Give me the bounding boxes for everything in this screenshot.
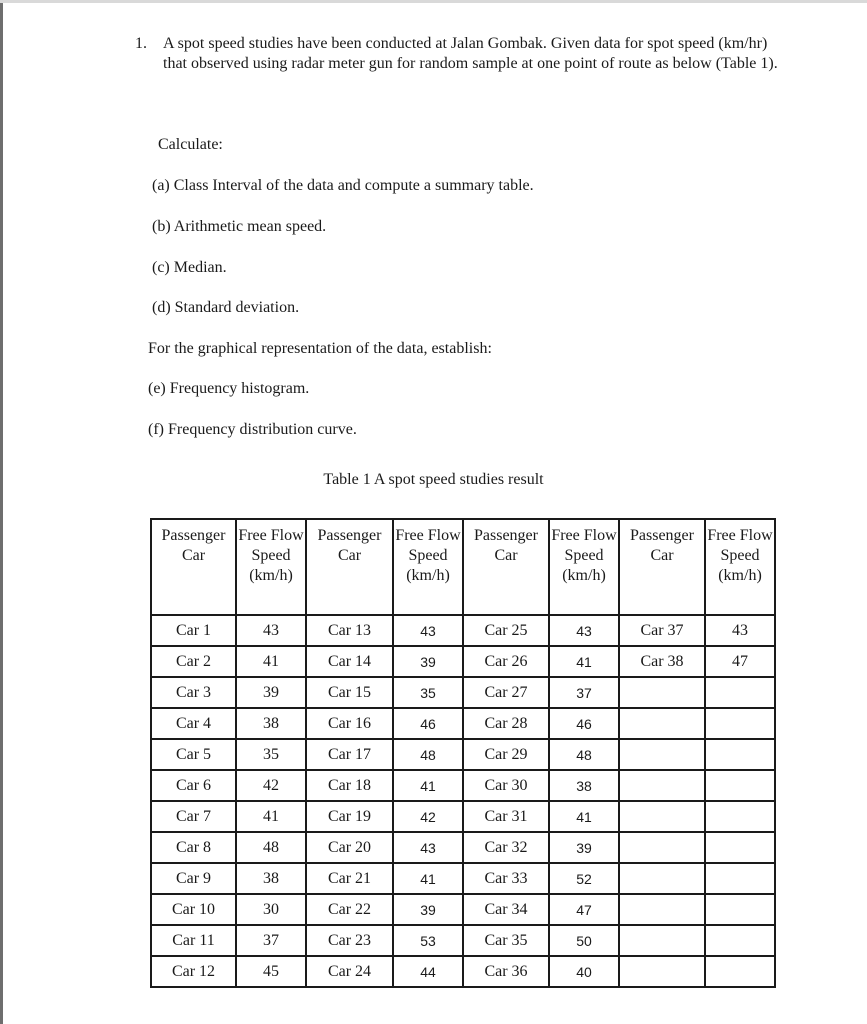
table-row [151, 739, 775, 770]
task-e: (e) Frequency histogram. [148, 380, 310, 397]
header-passenger-car: Passenger Car [463, 519, 549, 615]
passenger-car-cell: Car 13 [306, 615, 393, 646]
free-flow-speed-cell [705, 863, 775, 894]
free-flow-speed-cell: 46 [549, 708, 619, 739]
free-flow-speed-cell [705, 956, 775, 987]
passenger-car-cell: Car 24 [306, 956, 393, 987]
free-flow-speed-cell: 40 [549, 956, 619, 987]
passenger-car-cell [619, 832, 705, 863]
task-c: (c) Median. [152, 259, 227, 276]
header-free-flow-speed: Free Flow Speed (km/h) [705, 519, 775, 615]
passenger-car-cell: Car 7 [151, 801, 236, 832]
task-a: (a) Class Interval of the data and compute a summary table. [152, 177, 534, 194]
free-flow-speed-cell: 42 [236, 770, 306, 801]
passenger-car-cell: Car 6 [151, 770, 236, 801]
page-left-edge [0, 0, 3, 1024]
free-flow-speed-cell [705, 894, 775, 925]
passenger-car-cell: Car 25 [463, 615, 549, 646]
passenger-car-cell: Car 32 [463, 832, 549, 863]
table-caption: Table 1 A spot speed studies result [323, 471, 544, 488]
free-flow-speed-cell: 47 [549, 894, 619, 925]
passenger-car-cell: Car 37 [619, 615, 705, 646]
free-flow-speed-cell: 43 [393, 615, 463, 646]
passenger-car-cell: Car 11 [151, 925, 236, 956]
passenger-car-cell: Car 16 [306, 708, 393, 739]
passenger-car-cell: Car 31 [463, 801, 549, 832]
question-number: 1. [135, 35, 147, 52]
free-flow-speed-cell [705, 708, 775, 739]
header-free-flow-speed: Free Flow Speed (km/h) [549, 519, 619, 615]
passenger-car-cell: Car 34 [463, 894, 549, 925]
passenger-car-cell: Car 9 [151, 863, 236, 894]
free-flow-speed-cell: 47 [705, 646, 775, 677]
free-flow-speed-cell: 37 [549, 677, 619, 708]
passenger-car-cell: Car 36 [463, 956, 549, 987]
task-b: (b) Arithmetic mean speed. [152, 218, 327, 235]
table-header-row [151, 519, 775, 615]
free-flow-speed-cell: 44 [393, 956, 463, 987]
free-flow-speed-cell: 52 [549, 863, 619, 894]
header-passenger-car: Passenger Car [151, 519, 236, 615]
header-free-flow-speed: Free Flow Speed (km/h) [236, 519, 306, 615]
table-row [151, 677, 775, 708]
passenger-car-cell [619, 956, 705, 987]
passenger-car-cell [619, 801, 705, 832]
free-flow-speed-cell: 37 [236, 925, 306, 956]
passenger-car-cell [619, 770, 705, 801]
table-row [151, 708, 775, 739]
free-flow-speed-cell: 39 [393, 646, 463, 677]
passenger-car-cell: Car 26 [463, 646, 549, 677]
free-flow-speed-cell: 42 [393, 801, 463, 832]
passenger-car-cell: Car 23 [306, 925, 393, 956]
passenger-car-cell: Car 20 [306, 832, 393, 863]
free-flow-speed-cell: 43 [393, 832, 463, 863]
passenger-car-cell: Car 19 [306, 801, 393, 832]
calculate-label: Calculate: [158, 136, 223, 153]
free-flow-speed-cell: 41 [549, 646, 619, 677]
passenger-car-cell: Car 10 [151, 894, 236, 925]
passenger-car-cell: Car 22 [306, 894, 393, 925]
free-flow-speed-cell: 50 [549, 925, 619, 956]
free-flow-speed-cell: 39 [393, 894, 463, 925]
free-flow-speed-cell: 43 [705, 615, 775, 646]
free-flow-speed-cell: 48 [236, 832, 306, 863]
free-flow-speed-cell: 41 [549, 801, 619, 832]
passenger-car-cell [619, 894, 705, 925]
header-passenger-car: Passenger Car [306, 519, 393, 615]
free-flow-speed-cell [705, 801, 775, 832]
table-row [151, 801, 775, 832]
passenger-car-cell [619, 708, 705, 739]
passenger-car-cell: Car 18 [306, 770, 393, 801]
free-flow-speed-cell: 38 [236, 708, 306, 739]
passenger-car-cell: Car 29 [463, 739, 549, 770]
passenger-car-cell: Car 28 [463, 708, 549, 739]
spot-speed-table [150, 518, 776, 988]
table-row [151, 863, 775, 894]
passenger-car-cell: Car 14 [306, 646, 393, 677]
free-flow-speed-cell: 38 [236, 863, 306, 894]
passenger-car-cell: Car 3 [151, 677, 236, 708]
free-flow-speed-cell: 41 [393, 863, 463, 894]
table-row [151, 615, 775, 646]
free-flow-speed-cell: 46 [393, 708, 463, 739]
passenger-car-cell: Car 8 [151, 832, 236, 863]
passenger-car-cell [619, 739, 705, 770]
passenger-car-cell: Car 17 [306, 739, 393, 770]
free-flow-speed-cell: 45 [236, 956, 306, 987]
passenger-car-cell: Car 33 [463, 863, 549, 894]
task-d: (d) Standard deviation. [152, 299, 300, 316]
passenger-car-cell: Car 4 [151, 708, 236, 739]
free-flow-speed-cell: 43 [236, 615, 306, 646]
header-passenger-car: Passenger Car [619, 519, 705, 615]
free-flow-speed-cell: 53 [393, 925, 463, 956]
free-flow-speed-cell: 48 [393, 739, 463, 770]
free-flow-speed-cell: 41 [236, 646, 306, 677]
free-flow-speed-cell: 35 [393, 677, 463, 708]
passenger-car-cell [619, 925, 705, 956]
free-flow-speed-cell: 41 [393, 770, 463, 801]
passenger-car-cell [619, 863, 705, 894]
free-flow-speed-cell: 43 [549, 615, 619, 646]
table-body [151, 615, 775, 987]
table-row [151, 832, 775, 863]
passenger-car-cell: Car 30 [463, 770, 549, 801]
free-flow-speed-cell: 41 [236, 801, 306, 832]
table-row [151, 894, 775, 925]
passenger-car-cell: Car 5 [151, 739, 236, 770]
table-row [151, 956, 775, 987]
passenger-car-cell: Car 2 [151, 646, 236, 677]
passenger-car-cell: Car 12 [151, 956, 236, 987]
graph-intro: For the graphical representation of the data, establish: [148, 340, 492, 357]
free-flow-speed-cell [705, 925, 775, 956]
free-flow-speed-cell: 35 [236, 739, 306, 770]
free-flow-speed-cell: 39 [549, 832, 619, 863]
free-flow-speed-cell: 48 [549, 739, 619, 770]
table-row [151, 770, 775, 801]
free-flow-speed-cell: 38 [549, 770, 619, 801]
header-free-flow-speed: Free Flow Speed (km/h) [393, 519, 463, 615]
passenger-car-cell [619, 677, 705, 708]
passenger-car-cell: Car 21 [306, 863, 393, 894]
free-flow-speed-cell: 30 [236, 894, 306, 925]
free-flow-speed-cell [705, 677, 775, 708]
table-row [151, 925, 775, 956]
free-flow-speed-cell [705, 832, 775, 863]
task-f: (f) Frequency distribution curve. [148, 421, 357, 438]
free-flow-speed-cell [705, 739, 775, 770]
passenger-car-cell: Car 1 [151, 615, 236, 646]
passenger-car-cell: Car 27 [463, 677, 549, 708]
table-row [151, 646, 775, 677]
passenger-car-cell: Car 15 [306, 677, 393, 708]
passenger-car-cell: Car 38 [619, 646, 705, 677]
passenger-car-cell: Car 35 [463, 925, 549, 956]
free-flow-speed-cell: 39 [236, 677, 306, 708]
question-text: A spot speed studies have been conducted at Jalan Gombak. Given data for spot speed (km/hr) that observed using radar meter gun for random sample at one point of route as below (Table 1). [163, 35, 778, 72]
page-top-edge [0, 0, 867, 3]
free-flow-speed-cell [705, 770, 775, 801]
